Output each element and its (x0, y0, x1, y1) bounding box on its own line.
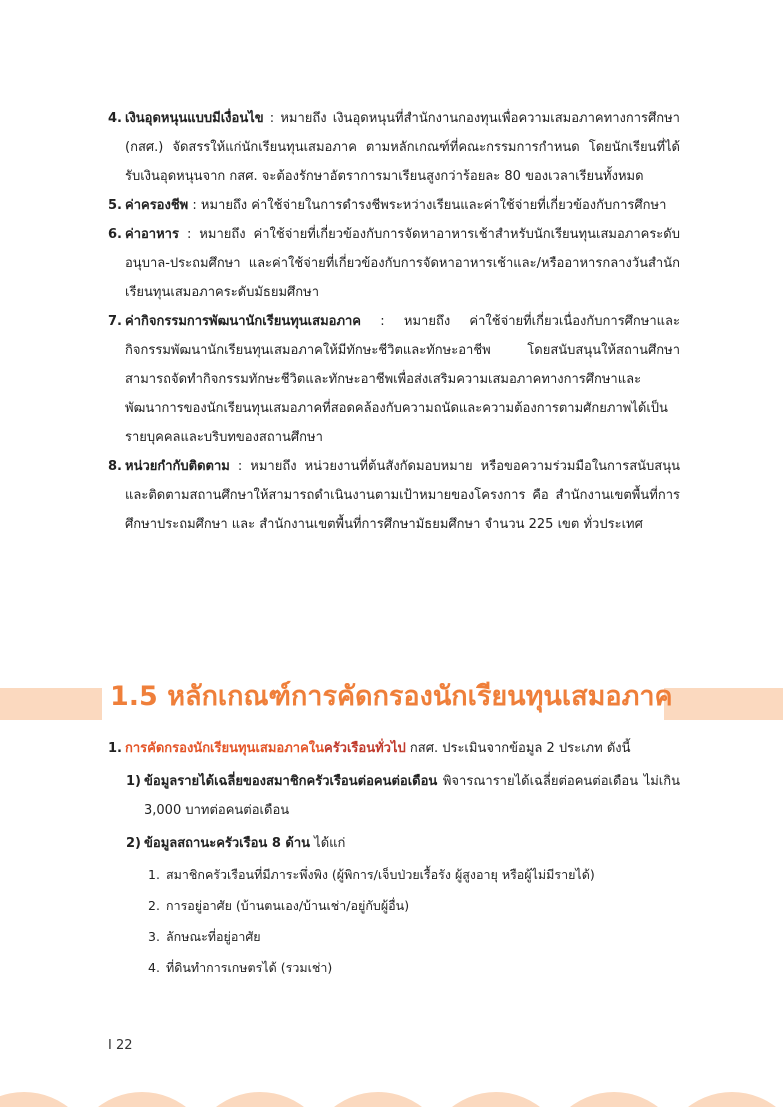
definition-item (108, 452, 680, 539)
factor-number: 1. (148, 867, 160, 882)
factor-number: 2. (148, 898, 160, 913)
factor-text: ลักษณะที่อยู่อาศัย (166, 929, 261, 944)
section-title: 1.5 หลักเกณฑ์การคัดกรองนักเรียนทุนเสมอภาค (110, 681, 673, 712)
sub-item-number: 1) (126, 774, 141, 789)
definition-item (108, 307, 680, 452)
sub-item-number: 2) (126, 836, 141, 851)
section-band-right (664, 688, 783, 720)
factor-text: การอยู่อาศัย (บ้านตนเอง/บ้านเช่า/อยู่กับผู้อื่น) (166, 898, 410, 913)
page-number: I 22 (108, 1038, 133, 1053)
factor-list (108, 860, 680, 982)
factor-number: 4. (148, 960, 160, 975)
sub-item-text: ได้แก่ (310, 836, 346, 851)
definition-item (108, 220, 680, 307)
item-number: 8. (108, 459, 122, 474)
factor-item (108, 891, 680, 920)
sub-item-term: ข้อมูลรายได้เฉลี่ยของสมาชิกครัวเรือนต่อคนต่อเดือน (144, 774, 438, 789)
sub-item-text: พิจารณารายได้เฉลี่ยต่อคนต่อเดือน ไม่เกิน 3,000 บาทต่อคนต่อเดือน (144, 774, 680, 818)
definition-text: : หมายถึง เงินอุดหนุนที่สำนักงานกองทุนเพื่อความเสมอภาคทางการศึกษา (กสศ.) จัดสรรให้แก่นักเรียนทุนเสมอภาค ตามหลักเกณฑ์ที่คณะกรรมการกำหนด โดยนักเรียนที่ได้รับเงินอุดหนุนจาก กสศ. จะต้องรักษาอัตราการมาเรียนสูงกว่าร้อยละ 80 ของเวลาเรียนทั้งหมด (125, 111, 680, 184)
definition-text: : หมายถึง หน่วยงานที่ต้นสังกัดมอบหมาย หรือขอความร่วมมือในการสนับสนุน และติดตามสถานศึกษาให้สามารถดำเนินงานตามเป้าหมายของโครงการ คือ สำนักงานเขตพื้นที่การศึกษาประถมศึกษา และ สำนักงานเขตพื้นที่การศึกษามัธยมศึกษา จำนวน 225 เขต ทั่วประเทศ (125, 459, 680, 532)
item-number: 4. (108, 111, 122, 126)
item-number: 1. (108, 741, 122, 756)
item-number: 5. (108, 198, 122, 213)
factor-text: ที่ดินทำการเกษตรได้ (รวมเช่า) (166, 960, 333, 975)
definition-term: ค่าอาหาร (125, 227, 179, 242)
definition-text: : หมายถึง ค่าใช้จ่ายที่เกี่ยวข้องกับการจัดหาอาหารเช้าสำหรับนักเรียนทุนเสมอภาคระดับ อนุบาล-ประถมศึกษา และค่าใช้จ่ายที่เกี่ยวข้องกับการจัดหาอาหารเช้าและ/หรืออาหารกลางวันสำนักเรียนทุนเสมอภาคระดับมัธยมศึกษา (125, 227, 680, 300)
criteria-heading: การคัดกรองนักเรียนทุนเสมอภาคใน (125, 741, 324, 756)
factor-item (108, 953, 680, 982)
sub-item (108, 767, 680, 825)
factor-text: สมาชิกครัวเรือนที่มีภาระพึ่งพิง (ผู้พิการ/เจ็บป่วยเรื้อรัง ผู้สูงอายุ หรือผู้ไม่มีรายได้) (166, 867, 595, 882)
section-band-left (0, 688, 102, 720)
item-number: 7. (108, 314, 122, 329)
definition-term: ค่ากิจกรรมการพัฒนานักเรียนทุนเสมอภาค (125, 314, 362, 329)
definition-term: เงินอุดหนุนแบบมีเงื่อนไข (125, 111, 264, 126)
factor-item (108, 860, 680, 889)
definition-text: : หมายถึง ค่าใช้จ่ายในการดำรงชีพระหว่างเรียนและค่าใช้จ่ายที่เกี่ยวข้องกับการศึกษา (188, 198, 667, 213)
criteria-heading-emphasis: ครัวเรือนทั่วไป (324, 741, 406, 756)
decorative-circles (0, 1050, 783, 1107)
factor-number: 3. (148, 929, 160, 944)
definition-term: หน่วยกำกับติดตาม (125, 459, 230, 474)
definition-item (108, 104, 680, 191)
definitions-list (108, 104, 680, 539)
definition-text: : หมายถึง ค่าใช้จ่ายที่เกี่ยวเนื่องกับการศึกษาและกิจกรรมพัฒนานักเรียนทุนเสมอภาคให้มีทักษะชีวิตและทักษะอาชีพ โดยสนับสนุนให้สถานศึกษาสามารถจัดทำกิจกรรมทักษะชีวิตและทักษะอาชีพเพื่อส่งเสริมความเสมอภาคทางการศึกษาและพัฒนาการของนักเรียนทุนเสมอภาคที่สอดคล้องกับความถนัดและความต้องการตามศักยภาพได้เป็นรายบุคคลและบริบทของสถานศึกษา (125, 314, 680, 445)
factor-item (108, 922, 680, 951)
sub-item-term: ข้อมูลสถานะครัวเรือน 8 ด้าน (144, 836, 311, 851)
sub-item (108, 829, 680, 858)
criteria-text: กสศ. ประเมินจากข้อมูล 2 ประเภท ดังนี้ (405, 741, 631, 756)
item-number: 6. (108, 227, 122, 242)
criteria-section (108, 734, 680, 982)
definition-term: ค่าครองชีพ (125, 198, 189, 213)
criteria-item (108, 734, 680, 763)
definition-item (108, 191, 680, 220)
